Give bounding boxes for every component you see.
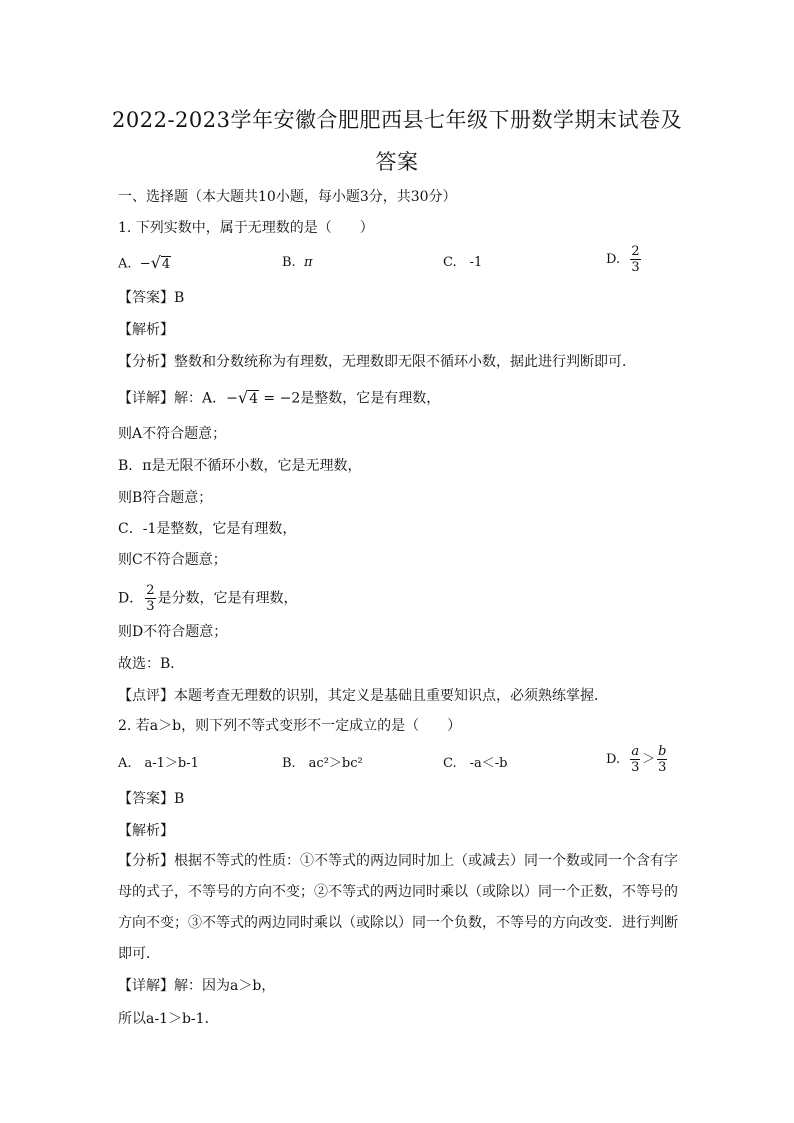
section-heading: 一、选择题（本大题共10小题，每小题3分，共30分） xyxy=(118,189,457,205)
q1-d-prefix: D． xyxy=(118,590,144,607)
q1-a-conclusion: 则A不符合题意； xyxy=(118,426,227,442)
document-title-line2: 答案 xyxy=(375,150,419,174)
q2-option-d-label: D. xyxy=(606,752,621,767)
q2-option-b: B. ac²＞bc² xyxy=(282,756,363,771)
q2-stem: 2. 若a＞b，则下列不等式变形不一定成立的是（ ） xyxy=(118,718,462,734)
q1-d-conclusion: 则D不符合题意； xyxy=(118,624,228,640)
q1-detail xyxy=(118,388,440,409)
q1-d-detail xyxy=(118,584,298,613)
q1-option-d-fraction xyxy=(630,245,640,274)
q1-analysis: 【分析】整数和分数统称为有理数，无理数即无限不循环小数，据此进行判断即可． xyxy=(118,354,636,370)
q2-option-d xyxy=(606,745,669,774)
q2-option-d-fraction-left xyxy=(630,745,640,774)
q1-comment: 【点评】本题考查无理数的识别，其定义是基础且重要知识点，必须熟练掌握． xyxy=(118,688,608,704)
greater-than-symbol: ＞ xyxy=(642,752,656,767)
q1-option-d xyxy=(606,245,643,274)
fraction-numerator: 2 xyxy=(631,244,640,259)
fraction-denominator: 3 xyxy=(631,260,640,275)
document-title-line1: 2022-2023学年安徽合肥肥西县七年级下册数学期末试卷及 xyxy=(112,108,682,132)
fraction-numerator: b xyxy=(658,744,667,759)
q1-choice: 故选：B． xyxy=(118,656,185,672)
q1-option-c: C. -1 xyxy=(443,255,483,270)
fraction-denominator: 3 xyxy=(631,760,640,775)
q2-analysis: 【分析】根据不等式的性质：①不等式的两边同时加上（或减去）同一个数或同一个含有字母的式子，不等号的方向不变；②不等式的两边同时乘以（或除以）同一个正数，不等号的方向不变；③不等式的两边同时乘以（或除以）同一个负数，不等号的方向改变．进行判断即可． xyxy=(118,853,678,962)
q1-option-b-label: B. xyxy=(282,255,296,270)
q1-answer: 【答案】B xyxy=(118,290,185,306)
fraction-numerator: a xyxy=(631,744,640,759)
q1-option-b xyxy=(282,253,313,273)
sqrt-symbol: √4 xyxy=(237,388,258,407)
q1-c-conclusion: 则C不符合题意； xyxy=(118,552,227,568)
q2-option-a: A. a-1＞b-1 xyxy=(118,756,199,771)
q1-detail-minus: − xyxy=(226,390,238,407)
q1-option-a-label: A. xyxy=(118,256,132,272)
q2-detail: 【详解】解：因为a＞b， xyxy=(118,978,276,994)
q1-b-conclusion: 则B符合题意； xyxy=(118,490,213,506)
q1-d-suffix: 是分数，它是有理数， xyxy=(157,590,298,607)
q1-detail-suffix: 是整数，它是有理数， xyxy=(300,390,441,407)
q1-option-b-value: π xyxy=(303,255,313,270)
q2-answer: 【答案】B xyxy=(118,791,185,807)
q1-detail-radicand: 4 xyxy=(249,391,258,407)
q1-b-detail: B．π是无限不循环小数，它是无理数， xyxy=(118,458,362,474)
q1-detail-prefix: 【详解】解：A． xyxy=(118,390,227,407)
fraction-denominator: 3 xyxy=(658,760,667,775)
q1-option-a-radicand: 4 xyxy=(161,257,171,272)
fraction-denominator: 3 xyxy=(146,599,155,614)
sqrt-symbol: √4 xyxy=(150,253,171,272)
q1-option-a-minus: − xyxy=(139,256,151,272)
q2-detail-2: 所以a-1＞b-1． xyxy=(118,1011,219,1027)
q2-option-d-fraction-right xyxy=(657,745,667,774)
q1-stem: 1. 下列实数中，属于无理数的是（ ） xyxy=(118,220,374,236)
q1-c-detail: C．-1是整数，它是有理数， xyxy=(118,521,297,537)
q1-d-fraction xyxy=(145,584,155,613)
q1-analysis-heading: 【解析】 xyxy=(118,322,174,338)
fraction-numerator: 2 xyxy=(146,583,155,598)
q1-option-a xyxy=(118,253,171,275)
q2-analysis-heading: 【解析】 xyxy=(118,823,174,839)
q1-detail-equation: = −2 xyxy=(258,390,301,407)
q1-option-d-label: D. xyxy=(606,252,621,267)
q2-option-c: C. -a＜-b xyxy=(443,756,508,771)
